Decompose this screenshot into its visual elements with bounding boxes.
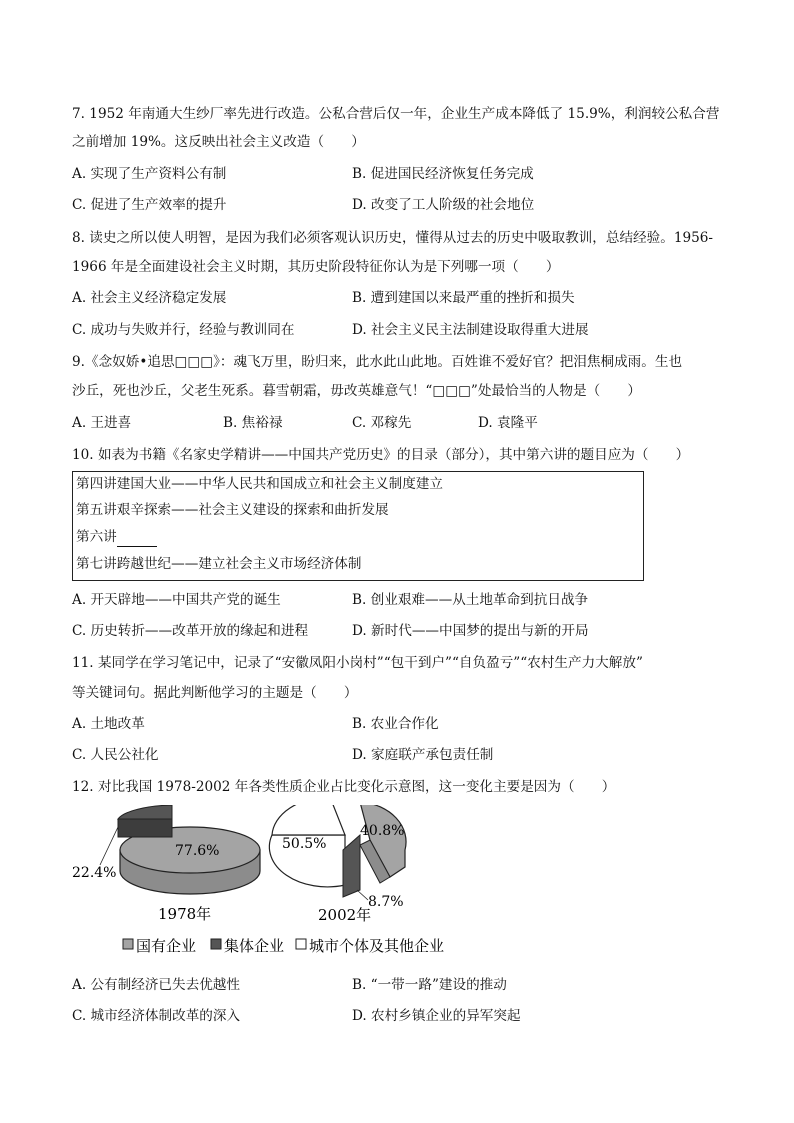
legend-label-collective: 集体企业 [224,937,285,955]
q8-stem-line1: 8. 读史之所以使人明智，是因为我们必须客观认识历史，懂得从过去的历史中吸取教训，总结经验。1956- [72,230,714,246]
pie-2002 [269,805,406,900]
q8-option-b[interactable]: B. 遭到建国以来最严重的挫折和损失 [352,290,575,306]
q12-option-b[interactable]: B. “一带一路”建设的推动 [352,977,507,993]
legend-swatch-other [296,939,306,949]
q12-option-d[interactable]: D. 农村乡镇企业的异军突起 [352,1008,521,1024]
q12-stem: 12. 对比我国 1978-2002 年各类性质企业占比变化示意图，这一变化主要是因为（ ） [72,779,616,795]
q8-option-a[interactable]: A. 社会主义经济稳定发展 [72,290,227,306]
pie-1978-label-collective: 22.4% [72,865,117,881]
q7-option-d[interactable]: D. 改变了工人阶级的社会地位 [352,197,535,213]
q10-option-a[interactable]: A. 开天辟地——中国共产党的诞生 [72,592,281,608]
q8-option-d[interactable]: D. 社会主义民主法制建设取得重大进展 [352,322,589,338]
q9-option-a[interactable]: A. 王进喜 [72,415,132,431]
legend-swatch-collective [211,939,221,949]
pie-2002-label-state: 40.8% [360,823,405,839]
pie-1978-collective-slice [118,805,172,819]
q7-option-b[interactable]: B. 促进国民经济恢复任务完成 [352,166,534,182]
toc-entry-7: 第七讲跨越世纪——建立社会主义市场经济体制 [76,556,362,572]
toc-entry-6-label: 第六讲 [76,529,117,545]
toc-entry-5: 第五讲艰辛探索——社会主义建设的探索和曲折发展 [76,502,389,518]
legend-swatch-state [123,939,133,949]
q12-option-a[interactable]: A. 公有制经济已失去优越性 [72,977,240,993]
pie-2002-label-collective: 8.7% [368,894,404,910]
pie-2002-title: 2002年 [318,906,372,924]
q7-stem-line2: 之前增加 19%。这反映出社会主义改造（ ） [72,134,365,150]
pie-1978-leader-line [100,827,118,865]
pie-1978-label-state: 77.6% [175,843,220,859]
pie-1978-title: 1978年 [158,905,212,923]
q11-option-d[interactable]: D. 家庭联产承包责任制 [352,747,494,763]
q7-stem-line1: 7. 1952 年南通大生纱厂率先进行改造。公私合营后仅一年，企业生产成本降低了 15.9%，利润较公私合营 [72,106,720,122]
q7-option-c[interactable]: C. 促进了生产效率的提升 [72,197,227,213]
legend-label-state: 国有企业 [136,937,197,955]
q11-option-c[interactable]: C. 人民公社化 [72,747,159,763]
q8-stem-line2: 1966 年是全面建设社会主义时期，其历史阶段特征你认为是下列哪一项（ ） [72,259,560,275]
q9-stem-line1: 9.《念奴娇•追思□□□》：魂飞万里，盼归来，此水此山此地。百姓谁不爱好官？把泪焦桐成雨。生也 [72,354,683,370]
pie-2002-label-other: 50.5% [282,836,327,852]
toc-entry-4: 第四讲建国大业——中华人民共和国成立和社会主义制度建立 [76,476,444,492]
q11-option-a[interactable]: A. 土地改革 [72,716,145,732]
q11-stem-line2: 等关键词句。据此判断他学习的主题是（ ） [72,685,358,701]
q9-option-d[interactable]: D. 袁隆平 [478,415,538,431]
q10-option-b[interactable]: B. 创业艰难——从土地革命到抗日战争 [352,592,589,608]
answer-blank [117,532,157,547]
q10-stem: 10. 如表为书籍《名家史学精讲——中国共产党历史》的目录（部分），其中第六讲的题目应为（ ） [72,447,690,463]
q10-option-d[interactable]: D. 新时代——中国梦的提出与新的开局 [352,623,589,639]
toc-entry-6 [76,527,157,547]
table-of-contents-box [72,471,644,581]
q10-option-c[interactable]: C. 历史转折——改革开放的缘起和进程 [72,623,309,639]
pie-2002-leader-line [357,890,368,900]
q9-stem-line2: 沙丘，死也沙丘，父老生死系。暮雪朝霜，毋改英雄意气！“□□□”处最恰当的人物是（ ） [72,383,641,399]
q11-option-b[interactable]: B. 农业合作化 [352,716,439,732]
legend-label-other: 城市个体及其他企业 [309,937,445,955]
chart-legend [123,937,444,955]
pie-1978-collective-side [118,819,172,837]
q8-option-c[interactable]: C. 成功与失败并行，经验与教训同在 [72,322,295,338]
q11-stem-line1: 11. 某同学在学习笔记中，记录了“安徽凤阳小岗村”“包干到户”“自负盈亏”“农村生产力大解放” [72,655,643,671]
q7-option-a[interactable]: A. 实现了生产资料公有制 [72,166,227,182]
q9-option-c[interactable]: C. 邓稼先 [352,415,412,431]
pie-2002-other-top [272,805,345,835]
q9-option-b[interactable]: B. 焦裕禄 [223,415,283,431]
q12-option-c[interactable]: C. 城市经济体制改革的深入 [72,1008,241,1024]
enterprise-share-pie-charts [60,805,480,970]
